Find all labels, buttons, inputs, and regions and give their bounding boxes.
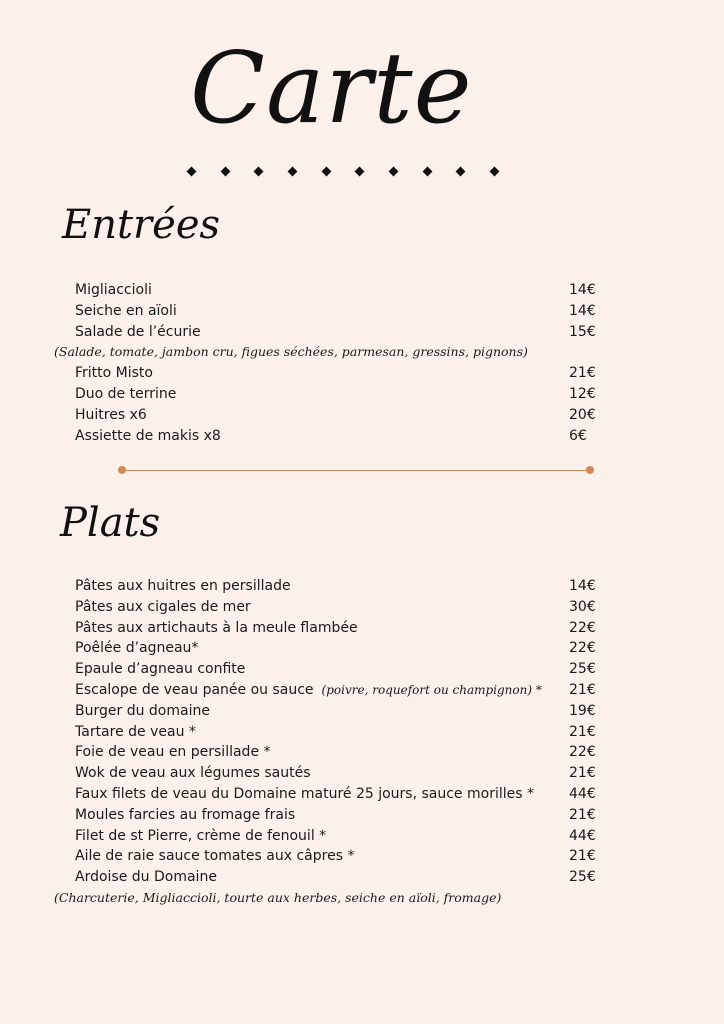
menu-item — [0, 301, 724, 322]
menu-item — [0, 805, 724, 826]
diamond-icon — [456, 166, 466, 176]
menu-item — [0, 826, 724, 847]
entrees-list — [0, 280, 724, 446]
item-description: (Charcuterie, Migliaccioli, tourte aux herbes, seiche en aïoli, fromage) — [54, 889, 502, 905]
plats-heading: Plats — [60, 500, 161, 546]
menu-item — [0, 597, 724, 618]
menu-item-name-text: Faux filets de veau du Domaine maturé 25 jours, sauce morilles * — [75, 785, 534, 802]
menu-item-price: 20€ — [569, 406, 596, 423]
diamond-icon — [489, 166, 499, 176]
menu-item-name-text: Seiche en aïoli — [75, 302, 177, 319]
menu-item-name — [75, 722, 196, 743]
menu-item — [0, 742, 724, 763]
menu-item-name-text: Fritto Misto — [75, 365, 153, 382]
menu-item-name — [75, 363, 153, 384]
menu-item — [0, 576, 724, 597]
menu-item — [0, 405, 724, 426]
menu-item-name-text: Duo de terrine — [75, 385, 177, 402]
menu-item — [0, 280, 724, 301]
menu-item-price: 25€ — [569, 869, 596, 886]
menu-item-name-text: Aile de raie sauce tomates aux câpres * — [75, 848, 355, 865]
title-ornament-dots — [188, 164, 498, 178]
menu-item-price: 21€ — [569, 365, 596, 382]
menu-item-price: 21€ — [569, 723, 596, 740]
menu-item-name — [75, 597, 251, 618]
menu-item-price: 12€ — [569, 385, 596, 402]
menu-item-price: 6€ — [569, 427, 587, 444]
menu-item-price: 14€ — [569, 302, 596, 319]
entrees-heading: Entrées — [62, 202, 221, 248]
menu-item-price: 25€ — [569, 661, 596, 678]
diamond-icon — [220, 166, 230, 176]
menu-item-price: 22€ — [569, 744, 596, 761]
menu-item-name — [75, 867, 217, 888]
menu-item-price: 30€ — [569, 598, 596, 615]
menu-item-name — [75, 659, 245, 680]
menu-item-name — [75, 742, 271, 763]
divider-dot-icon — [118, 466, 126, 474]
menu-item — [0, 701, 724, 722]
menu-item — [0, 784, 724, 805]
menu-item — [0, 384, 724, 405]
menu-item-name-text: Burger du domaine — [75, 702, 210, 719]
menu-item-name-text: Pâtes aux artichauts à la meule flambée — [75, 619, 358, 636]
menu-item — [0, 722, 724, 743]
menu-item-price: 21€ — [569, 681, 596, 698]
menu-item-name — [75, 301, 177, 322]
menu-item-name — [75, 826, 326, 847]
menu-item — [0, 763, 724, 784]
menu-item-name — [75, 763, 310, 784]
diamond-icon — [355, 166, 365, 176]
menu-item — [0, 618, 724, 639]
menu-item-name — [75, 680, 542, 701]
menu-item-price: 21€ — [569, 765, 596, 782]
menu-item-name-text: Moules farcies au fromage frais — [75, 806, 296, 823]
menu-item-name — [75, 384, 176, 405]
menu-item-name-text: Pâtes aux huitres en persillade — [75, 578, 291, 594]
plats-list — [0, 576, 724, 909]
menu-item-note — [0, 888, 724, 909]
menu-item-price: 22€ — [569, 619, 596, 636]
diamond-icon — [288, 166, 298, 176]
divider-dot-icon — [586, 466, 594, 474]
menu-item-name-text: Foie de veau en persillade * — [75, 744, 271, 761]
menu-item — [0, 680, 724, 701]
menu-item-price: 19€ — [569, 702, 596, 719]
menu-title: Carte — [190, 32, 473, 146]
menu-item-price: 22€ — [569, 640, 596, 657]
menu-item-price: 44€ — [569, 785, 596, 802]
menu-item-name — [75, 638, 198, 659]
menu-item-price: 21€ — [569, 848, 596, 865]
diamond-icon — [254, 166, 264, 176]
menu-item — [0, 363, 724, 384]
menu-item-name-text: Epaule d’agneau confite — [75, 661, 246, 678]
menu-item-price: 15€ — [569, 323, 596, 340]
menu-item-name-text: Pâtes aux cigales de mer — [75, 598, 251, 615]
item-description: (Salade, tomate, jambon cru, figues séchées, parmesan, gressins, pignons) — [54, 344, 528, 360]
menu-item-name-text: Ardoise du Domaine — [75, 869, 217, 886]
menu-item-name — [75, 280, 152, 301]
menu-item — [0, 322, 724, 343]
menu-item-price: 14€ — [569, 282, 596, 298]
menu-item — [0, 638, 724, 659]
menu-item-name-text: Escalope de veau panée ou sauce — [75, 681, 314, 698]
menu-item-detail: (poivre, roquefort ou champignon) * — [321, 682, 542, 697]
diamond-icon — [422, 166, 432, 176]
menu-item-name — [75, 426, 221, 447]
menu-item-name-text: Migliaccioli — [75, 282, 152, 298]
menu-item — [0, 426, 724, 447]
menu-item-name — [75, 322, 201, 343]
menu-item-name-text: Huitres x6 — [75, 406, 147, 423]
diamond-icon — [321, 166, 331, 176]
menu-item — [0, 659, 724, 680]
menu-item-name-text: Poêlée d’agneau* — [75, 640, 199, 657]
diamond-icon — [388, 166, 398, 176]
menu-item-name — [75, 576, 291, 597]
diamond-icon — [187, 166, 197, 176]
menu-item-name — [75, 405, 147, 426]
menu-item-name — [75, 701, 210, 722]
menu-item — [0, 867, 724, 888]
menu-item-name-text: Salade de l’écurie — [75, 323, 201, 340]
menu-item-name — [75, 846, 354, 867]
section-divider — [118, 465, 594, 475]
menu-item-price: 14€ — [569, 578, 596, 594]
menu-item-name — [75, 618, 358, 639]
divider-line — [122, 470, 590, 471]
menu-item-note — [0, 342, 724, 363]
menu-item-name-text: Tartare de veau * — [75, 723, 196, 740]
menu-item-price: 44€ — [569, 827, 596, 844]
menu-item-name — [75, 784, 534, 805]
menu-item-name-text: Filet de st Pierre, crème de fenouil * — [75, 827, 327, 844]
menu-item-name-text: Assiette de makis x8 — [75, 427, 221, 444]
menu-item-name — [75, 805, 295, 826]
menu-item-price: 21€ — [569, 806, 596, 823]
menu-item-name-text: Wok de veau aux légumes sautés — [75, 765, 311, 782]
menu-item — [0, 846, 724, 867]
